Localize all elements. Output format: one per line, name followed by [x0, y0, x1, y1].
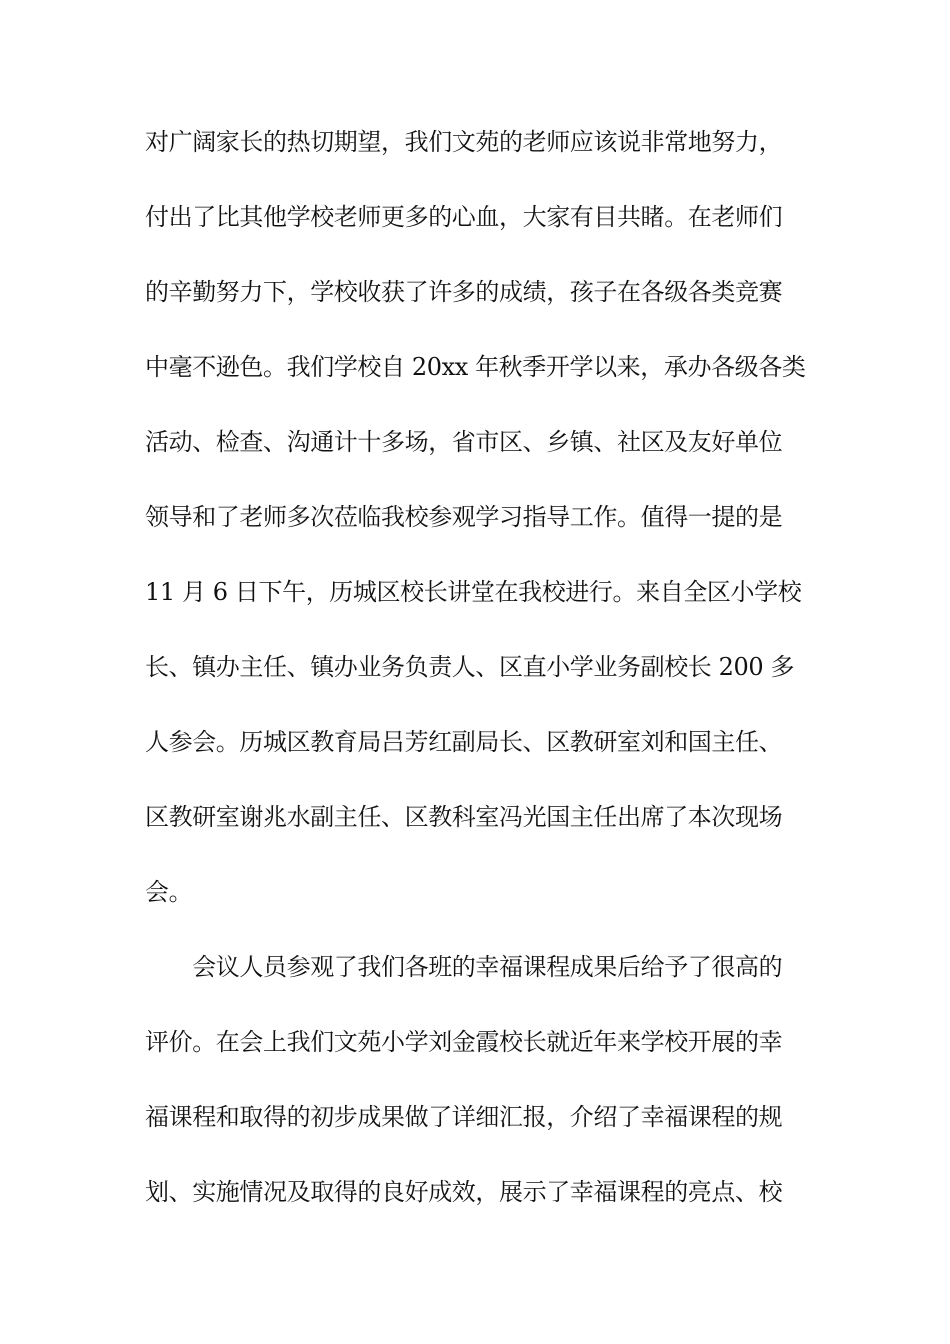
- text-line: 福课程和取得的初步成果做了详细汇报，介绍了幸福课程的规: [145, 1103, 783, 1131]
- text-line: 付出了比其他学校老师更多的心血，大家有目共睹。在老师们: [145, 203, 783, 231]
- text-line: 评价。在会上我们文苑小学刘金霞校长就近年来学校开展的幸: [145, 1028, 783, 1056]
- text-line: 人参会。历城区教育局吕芳红副局长、区教研室刘和国主任、: [145, 728, 783, 756]
- text-line: 中毫不逊色。我们学校自 20xx 年秋季开学以来，承办各级各类: [145, 353, 806, 381]
- text-line: 会。: [145, 878, 193, 906]
- text-line: 的辛勤努力下，学校收获了许多的成绩，孩子在各级各类竞赛: [145, 278, 783, 306]
- text-line: 划、实施情况及取得的良好成效，展示了幸福课程的亮点、校: [145, 1178, 783, 1206]
- text-line: 11 月 6 日下午，历城区校长讲堂在我校进行。来自全区小学校: [145, 578, 802, 606]
- text-line: 活动、检查、沟通计十多场，省市区、乡镇、社区及友好单位: [145, 428, 783, 456]
- text-line: 长、镇办主任、镇办业务负责人、区直小学业务副校长 200 多: [145, 653, 795, 681]
- paragraph: [145, 952, 815, 1252]
- text-line: 领导和了老师多次莅临我校参观学习指导工作。值得一提的是: [145, 503, 783, 531]
- text-line: 对广阔家长的热切期望，我们文苑的老师应该说非常地努力，: [145, 128, 783, 156]
- text-line: 会议人员参观了我们各班的幸福课程成果后给予了很高的: [145, 953, 783, 981]
- text-line: 区教研室谢兆水副主任、区教科室冯光国主任出席了本次现场: [145, 803, 783, 831]
- paragraph: [145, 127, 815, 952]
- document-body: [145, 127, 815, 1252]
